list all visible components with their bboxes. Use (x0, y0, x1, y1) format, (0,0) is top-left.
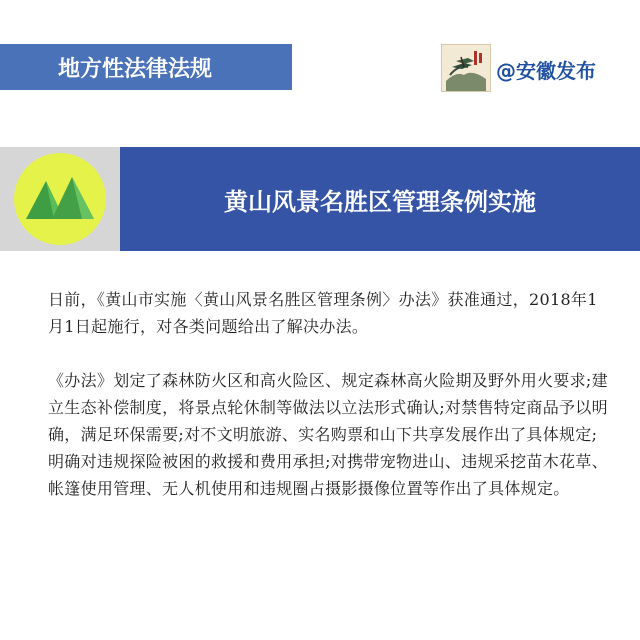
paragraph-details: 《办法》划定了森林防火区和高火险区、规定森林高火险期及野外用火要求;建立生态补偿制度，将景点轮休制等做法以立法形式确认;对禁售特定商品予以明确，满足环保需要;对不文明旅游、实名购票和山下共享发展作出了具体规定;明确对违规探险被困的救援和费用承担;对携带宠物进山、违规采挖苗木花草、帐篷使用管理、无人机使用和违规圈占摄影摄像位置等作出了具体规定。 (48, 371, 608, 498)
mountain-icon (14, 153, 106, 245)
paragraph-intro: 日前，《黄山市实施〈黄山风景名胜区管理条例〉办法》获准通过，2018年1月1日起施行，对各类问题给出了解决办法。 (48, 290, 598, 336)
category-banner (0, 44, 292, 90)
pine-landscape-icon (442, 45, 490, 91)
title-band (120, 147, 640, 251)
brand-name: @安徽发布 (496, 58, 596, 83)
category-label: 地方性法律法规 (58, 56, 213, 82)
page-title: 黄山风景名胜区管理条例实施 (224, 187, 536, 216)
article-body (48, 286, 608, 502)
brand-logo (441, 44, 491, 92)
